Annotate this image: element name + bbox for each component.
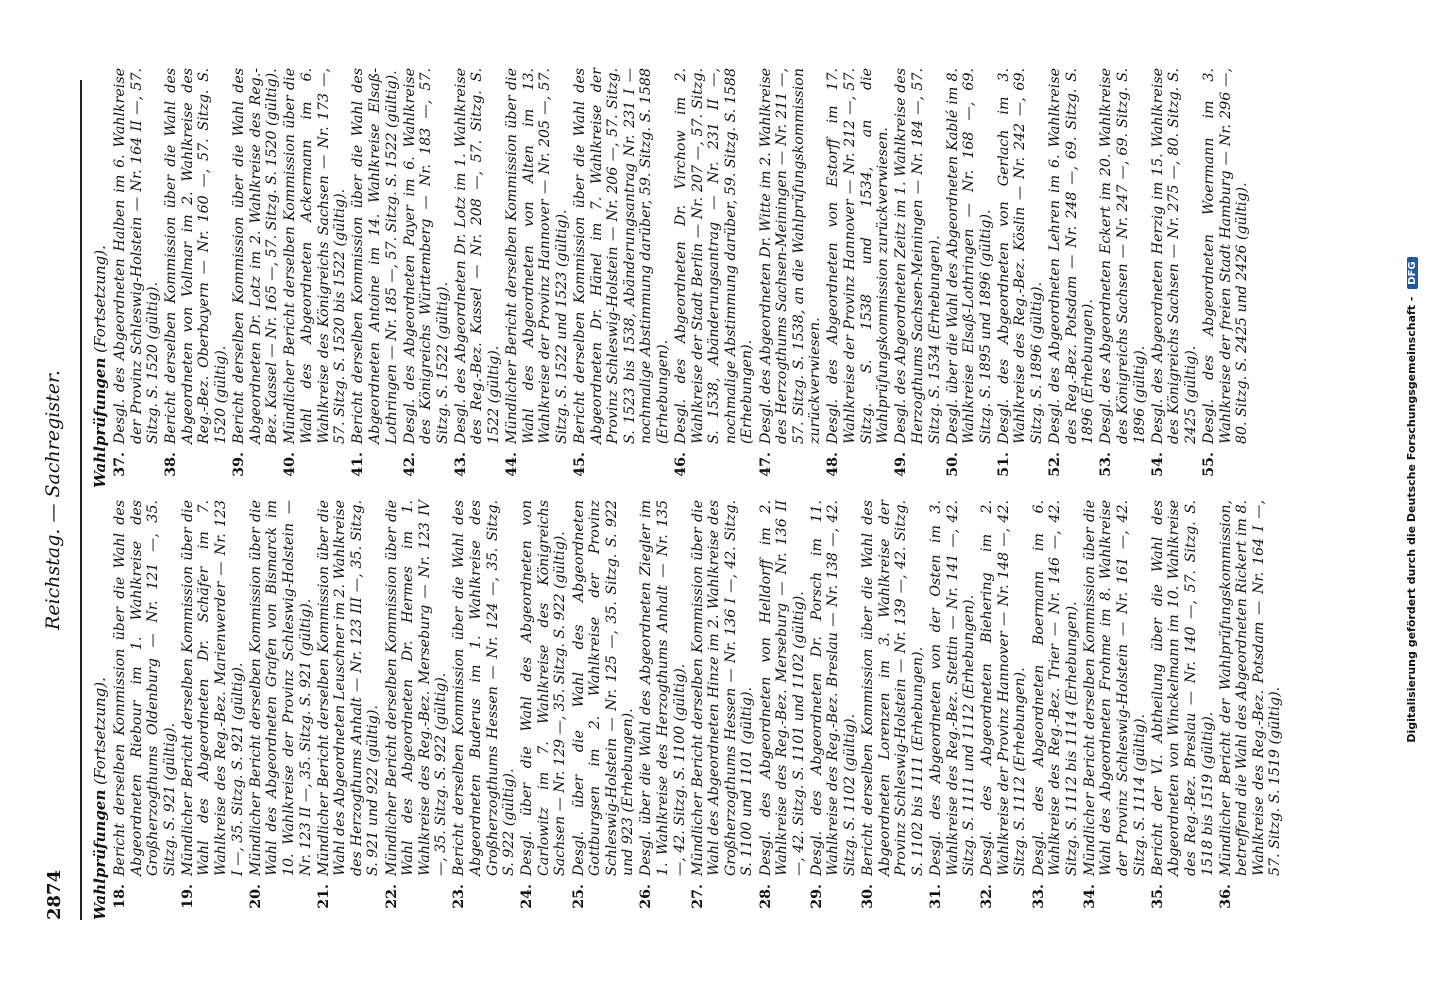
entry-number: 29. — [808, 884, 825, 909]
register-entry — [504, 68, 570, 488]
entry-list — [112, 68, 1251, 488]
register-entry — [860, 500, 926, 920]
register-entry — [1047, 68, 1097, 488]
register-entry — [231, 68, 281, 488]
register-entry — [1082, 500, 1148, 920]
entry-text: Desgl. des Abgeordneten Lehren im 6. Wahlkreise des Reg.-Bez. Potsdam — Nr. 248 —, 69. Sitzg. S. 1896 (Erhebungen). — [1047, 68, 1097, 444]
entry-number: 43. — [452, 452, 469, 477]
register-entry — [163, 68, 229, 488]
register-entry — [316, 500, 382, 920]
entry-text: Desgl. des Abgeordneten Biehering im 2. Wahlkreise der Provinz Hannover — Nr. 148 —, 42. Sitzg. S. 1112 (Erhebungen). — [979, 500, 1029, 876]
column-heading — [92, 500, 109, 920]
entry-text: Mündlicher Bericht derselben Kommission über die Wahl des Abgeordneten Frohme im 8. Wahlkreise der Provinz Schleswig-Holstein — Nr. 161 —, 42. Sitzg. S. 1114 (gültig). — [1081, 500, 1148, 876]
page-number: 2874 — [44, 869, 65, 920]
entry-text: Desgl. des Abgeordneten von der Osten im 3. Wahlkreise des Reg.-Bez. Stettin — Nr. 141 —, 42. Sitzg. S. 1111 und 1112 (Erhebungen). — [928, 500, 978, 876]
entry-text: Mündlicher Bericht derselben Kommission über die Wahl des Abgeordneten Grafen von Bismarck im 10. Wahlkreise der Provinz Schleswig-Holstein — Nr. 123 II —, 35. Sitzg. S. 921 (gültig). — [247, 500, 314, 876]
column-heading-title: Wahlprüfungen — [91, 357, 109, 488]
entry-number: 46. — [673, 452, 690, 477]
register-entry — [180, 500, 246, 920]
entry-number: 31. — [928, 884, 944, 909]
digitization-credit — [1405, 80, 1418, 920]
entry-number: 45. — [572, 452, 589, 477]
entry-text: Bericht derselben Kommission über die Wahl des Abgeordneten Dr. Hänel im 7. Wahlkreise der Provinz Schleswig-Holstein — Nr. 206 —, 57. Sitzg. S. 1523 bis 1538, Abänderungsantrag Nr. 231 I — nochmalige Abstimmung darüber, 59. Sitzg. S. 1588 (Erhebungen). — [572, 68, 671, 444]
register-entry — [282, 68, 348, 488]
entry-number: 47. — [757, 452, 774, 477]
register-entry — [1031, 500, 1081, 920]
entry-number: 55. — [1201, 452, 1217, 477]
register-entry — [571, 500, 637, 920]
entry-text: Desgl. des Abgeordneten Dr. Witte im 2. Wahlkreise des Herzogthums Sachsen-Meiningen — Nr. 211 —, 57. Sitzg. S. 1538, an die Wahlprüfungskommission zurückverwiesen. — [757, 68, 824, 444]
entry-text: Desgl. des Abgeordneten von Estorff im 17. Wahlkreise der Provinz Hannover — Nr. 212 —, 57. Sitzg. S. 1538 und 1534, an die Wahlprüfungskommission zurückverwiesen. — [825, 68, 892, 444]
column-heading — [92, 68, 109, 488]
entry-number: 27. — [689, 884, 706, 909]
entry-text: Desgl. des Abgeordneten von Gerlach im 3. Wahlkreise des Reg.-Bez. Köslin — Nr. 242 —, 69. Sitzg. S. 1896 (gültig). — [995, 68, 1046, 444]
register-entry — [248, 500, 314, 920]
column-heading-continued: (Fortsetzung). — [91, 677, 109, 785]
entry-number: 51. — [995, 452, 1012, 477]
entry-text: Desgl. des Abgeordneten Payer im 6. Wahlkreise des Königreichs Württemberg — Nr. 183 —, 57. Sitzg. S. 1522 (gültig). — [401, 68, 451, 444]
entry-text: Mündlicher Bericht derselben Kommission über die Wahl des Abgeordneten Hinze im 2. Wahlkreise des Großherzogthums Hessen — Nr. 136 I —, 42. Sitzg. S. 1100 und 1101 (gültig). — [689, 500, 756, 876]
register-entry — [1098, 68, 1148, 488]
left-column — [90, 500, 1285, 920]
entry-text: Desgl. des Abgeordneten Dr. Porsch im 11. Wahlkreise des Reg.-Bez. Breslau — Nr. 138 —, 42. Sitzg. S. 1102 (gültig). — [808, 500, 859, 876]
entry-text: Bericht derselben Kommission über die Wahl des Abgeordneten Antoine im 14. Wahlkreise Elsaß-Lothringen — Nr. 185 —, 57. Sitzg. S. 1522 (gültig). — [350, 68, 400, 444]
column-heading-title: Wahlprüfungen — [91, 789, 109, 920]
entry-number: 40. — [282, 452, 299, 477]
running-head: Reichstag. — Sachregister. — [42, 370, 64, 630]
register-entry — [638, 500, 688, 920]
entry-number: 20. — [247, 884, 264, 909]
entry-text: Mündlicher Bericht derselben Kommission über die Wahl des Abgeordneten von Alten im 13. Wahlkreise der Provinz Hannover — Nr. 205 —, 57. Sitzg. S. 1522 und 1523 (gültig). — [504, 68, 570, 444]
entry-number: 37. — [112, 452, 128, 477]
register-entry — [979, 500, 1029, 920]
register-entry — [825, 68, 891, 488]
entry-text: Bericht derselben Kommission über die Wahl des Abgeordneten Buderus im 1. Wahlkreise des Großherzogthums Hessen — Nr. 124 —, 35. Sitzg. S. 922 (gültig). — [451, 500, 518, 876]
entry-number: 34. — [1081, 884, 1098, 909]
entry-text: Desgl. des Abgeordneten Eckert im 20. Wahlkreise des Königreichs Sachsen — Nr. 247 —, 69. Sitzg. S. 1896 (gültig). — [1098, 68, 1148, 444]
register-entry — [350, 68, 400, 488]
register-entry — [758, 500, 808, 920]
register-entry — [572, 68, 672, 488]
entry-number: 35. — [1149, 884, 1166, 909]
entry-text: Desgl. über die Wahl des Abgeordneten Ziegler im 1. Wahlkreise des Herzogthums Anhalt — Nr. 135 —, 42. Sitzg. S. 1100 (gültig). — [638, 500, 688, 876]
entry-text: Bericht der VI. Abtheilung über die Wahl des Abgeordneten von Winckelmann im 10. Wahlkreise des Reg.-Bez. Breslau — Nr. 140 —, 57. Sitzg. S. 1518 bis 1519 (gültig). — [1149, 500, 1216, 876]
entry-list — [112, 500, 1284, 920]
entry-text: Mündlicher Bericht derselben Kommission über die Wahl des Abgeordneten Leuschner im 2. Wahlkreise des Herzogthums Anhalt — Nr. 123 III —, 35. Sitzg. S. 921 und 922 (gültig). — [315, 500, 382, 876]
register-entry — [384, 500, 450, 920]
entry-text: Desgl. über die Wahl des Abgeordneten von Carlowitz im 7. Wahlkreise des Königreichs Sachsen — Nr. 129 —, 35. Sitzg. S. 922 (gültig). — [519, 500, 569, 876]
register-entry — [453, 68, 503, 488]
entry-text: Desgl. des Abgeordneten Woermann im 3. Wahlkreise der freien Stadt Hamburg — Nr. 296 —, 80. Sitzg. S. 2425 und 2426 (gültig). — [1201, 68, 1251, 444]
register-entry — [1150, 68, 1200, 488]
entry-number: 19. — [179, 884, 196, 909]
entry-text: Mündlicher Bericht derselben Kommission über die Wahl des Abgeordneten Dr. Schäfer im 7. Wahlkreise des Reg.-Bez. Marienwerder — Nr. 123 I —, 35. Sitzg. S. 921 (gültig). — [179, 500, 246, 876]
entry-number: 44. — [504, 452, 521, 477]
entry-text: Mündlicher Bericht derselben Kommission über die Wahl des Abgeordneten Dr. Hermes im 1. Wahlkreise des Reg.-Bez. Merseburg — Nr. 123 IV —, 35. Sitzg. S. 922 (gültig). — [383, 500, 450, 876]
register-entry — [758, 68, 824, 488]
credit-text: Digitalisierung gefördert durch die Deutsche Forschungsgemeinschaft - — [1405, 296, 1418, 743]
entry-text: Desgl. des Abgeordneten Dr. Virchow im 2. Wahlkreise der Stadt Berlin — Nr. 207 —, 57. Sitzg. S. 1538, Abänderungsantrag — Nr. 231 II —, nochmalige Abstimmung darüber, 59. Sitzg. S. 1588 (Erhebungen). — [673, 68, 756, 444]
dfg-logo: DFG — [1407, 257, 1418, 288]
page-header — [36, 80, 72, 920]
entry-text: Desgl. über die Wahl des Abgeordneten Gottburgsen im 2. Wahlkreise der Provinz Schleswig-Holstein — Nr. 125 —, 35. Sitzg. S. 922 und 923 (Erhebungen). — [570, 500, 637, 876]
entry-number: 33. — [1030, 884, 1047, 909]
entry-text: Desgl. des Abgeordneten Halben im 6. Wahlkreise der Provinz Schleswig-Holstein — Nr. 164 II —, 57. Sitzg. S. 1520 (gültig). — [112, 68, 162, 444]
register-entry — [1201, 68, 1251, 488]
entry-number: 39. — [231, 452, 248, 477]
entry-number: 28. — [757, 884, 774, 909]
entry-number: 25. — [570, 884, 587, 909]
entry-number: 21. — [315, 884, 332, 909]
register-entry — [809, 500, 859, 920]
register-entry — [112, 500, 178, 920]
entry-text: Bericht derselben Kommission über die Wahl des Abgeordneten von Vollmar im 2. Wahlkreise des Reg.-Bez. Oberbayern — Nr. 160 —, 57. Sitzg. S. 1520 (gültig). — [163, 68, 230, 444]
entry-number: 30. — [860, 884, 877, 909]
column-heading-continued: (Fortsetzung). — [91, 245, 109, 353]
entry-number: 41. — [350, 452, 367, 477]
entry-number: 24. — [519, 884, 536, 909]
entry-number: 18. — [112, 884, 128, 909]
register-entry — [893, 68, 943, 488]
entry-number: 52. — [1047, 452, 1064, 477]
entry-text: Mündlicher Bericht der Wahlprüfungskommission, betreffend die Wahl des Abgeordneten Rickert im 8. Wahlkreise des Reg.-Bez. Potsdam — Nr. 164 I —, 57. Sitzg. S. 1519 (gültig). — [1217, 500, 1284, 876]
entry-text: Bericht derselben Kommission über die Wahl des Abgeordneten Dr. Lotz im 2. Wahlkreise des Reg.-Bez. Kassel — Nr. 165 —, 57. Sitzg. S. 1520 (gültig). — [231, 68, 281, 444]
entry-number: 38. — [163, 452, 180, 477]
entry-number: 22. — [383, 884, 400, 909]
register-entry — [945, 68, 995, 488]
entry-number: 32. — [979, 884, 996, 909]
entry-number: 23. — [451, 884, 468, 909]
entry-number: 49. — [893, 452, 910, 477]
register-entry — [451, 500, 517, 920]
entry-text: Desgl. des Abgeordneten Boermann im 6. Wahlkreise des Reg.-Bez. Trier — Nr. 146 —, 42. Sitzg. S. 1112 bis 1114 (Erhebungen). — [1030, 500, 1080, 876]
entry-text: Mündlicher Bericht derselben Kommission über die Wahl des Abgeordneten Ackermann im 6. Wahlkreise des Königreichs Sachsen — Nr. 173 —, 57. Sitzg. S. 1520 bis 1522 (gültig). — [282, 68, 349, 444]
register-entry — [928, 500, 978, 920]
register-entry — [690, 500, 756, 920]
header-rule — [80, 80, 82, 920]
entry-text: Desgl. des Abgeordneten von Helldorff im 2. Wahlkreise des Reg.-Bez. Merseburg — Nr. 136 II —, 42. Sitzg. S. 1101 und 1102 (gültig). — [757, 500, 807, 876]
entry-number: 48. — [825, 452, 842, 477]
register-entry — [1218, 500, 1284, 920]
entry-number: 53. — [1098, 452, 1115, 477]
entry-number: 50. — [944, 452, 961, 477]
entry-number: 26. — [638, 884, 655, 909]
entry-text: Desgl. des Abgeordneten Herzig im 15. Wahlkreise des Königreichs Sachsen — Nr. 275 —, 80. Sitzg. S. 2425 (gültig). — [1149, 68, 1199, 444]
entry-number: 54. — [1149, 452, 1166, 477]
entry-text: Desgl. des Abgeordneten Dr. Lotz im 1. Wahlkreise des Reg.-Bez. Kassel — Nr. 208 —, 57. Sitzg. S. 1522 (gültig). — [452, 68, 503, 444]
register-entry — [112, 68, 162, 488]
entry-number: 36. — [1217, 884, 1234, 909]
register-entry — [519, 500, 569, 920]
right-column — [90, 68, 1252, 488]
entry-text: Bericht derselben Kommission über die Wahl des Abgeordneten Riebour im 1. Wahlkreise des Großherzogthums Oldenburg — Nr. 121 —, 35. Sitzg. S. 921 (gültig). — [112, 500, 178, 876]
entry-text: Desgl. des Abgeordneten Zeitz im 1. Wahlkreise des Herzogthums Sachsen-Meiningen — Nr. 184 —, 57. Sitzg. S. 1534 (Erhebungen). — [893, 68, 943, 444]
register-entry — [673, 68, 756, 488]
register-entry — [1150, 500, 1216, 920]
register-entry — [996, 68, 1046, 488]
entry-number: 42. — [401, 452, 418, 477]
entry-text: Bericht derselben Kommission über die Wahl des Abgeordneten Lorenzen im 3. Wahlkreise der Provinz Schleswig-Holstein — Nr. 139 —, 42. Sitzg. S. 1102 bis 1111 (Erhebungen). — [860, 500, 926, 876]
entry-text: Desgl. über die Wahl des Abgeordneten Kablé im 8. Wahlkreise Elsaß-Lothringen — Nr. 168 —, 69. Sitzg. S. 1895 und 1896 (gültig). — [944, 68, 994, 444]
register-entry — [402, 68, 452, 488]
